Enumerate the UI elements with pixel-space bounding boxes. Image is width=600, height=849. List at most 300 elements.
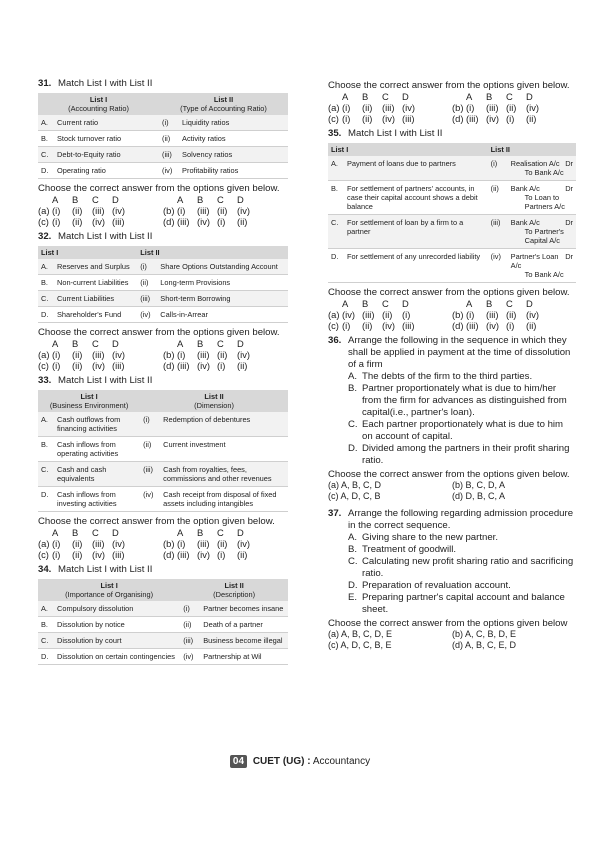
option-value: (i) — [52, 216, 61, 227]
list-2-item: Liquidity ratios — [179, 115, 288, 131]
list-2-item — [508, 215, 576, 249]
column-letter: B — [362, 91, 369, 102]
list-2-item: Cash from royalties, fees, commissions and other revenues — [160, 462, 288, 487]
row-numeral: (iv) — [140, 487, 160, 512]
option-value: (i) — [466, 102, 475, 113]
option-value: (ii) — [237, 549, 248, 560]
row-numeral: (ii) — [180, 617, 200, 633]
option-row[interactable] — [163, 360, 288, 371]
column-letter: A — [342, 91, 349, 102]
option-value: (iii) — [382, 102, 395, 113]
option-value: (i) — [217, 360, 226, 371]
option-label: (b) — [163, 349, 175, 360]
sequence-item — [348, 383, 576, 419]
column-letter: D — [526, 91, 533, 102]
item-text: Preparing partner's capital account and balance sheet. — [362, 592, 565, 615]
column-letter: B — [197, 338, 204, 349]
options-column-header — [38, 194, 163, 205]
list-1-title: List I — [41, 248, 59, 257]
list-2-item — [508, 249, 576, 283]
option-label: (b) — [163, 538, 175, 549]
list-2-item: Current investment — [160, 437, 288, 462]
sequence-item — [348, 580, 576, 592]
option-value: (iv) — [92, 216, 106, 227]
table-row — [328, 249, 576, 283]
list-1-title: List I — [331, 145, 349, 154]
list-2-item: Redemption of debentures — [160, 412, 288, 437]
list-1-item: Dissolution by notice — [54, 617, 180, 633]
instruction-text: Choose the correct answer from the options given below. — [38, 183, 280, 194]
list-1-item: For settlement of any unrecorded liability — [344, 249, 488, 283]
row-numeral: (iii) — [488, 215, 508, 249]
instruction-text: Choose the correct answer from the options given below. — [38, 327, 280, 338]
table-row — [328, 156, 576, 181]
column-letter: B — [362, 298, 369, 309]
debit-account: Bank A/c — [510, 184, 540, 193]
item-text: Partner proportionately what is due to him/her from the firm for advances as distinguished from capital(i.e., partner's loan). — [362, 383, 567, 418]
row-key: A. — [328, 156, 344, 181]
footer-subject: Accountancy — [312, 756, 371, 767]
option-row[interactable] — [328, 309, 452, 320]
option-value: (iv) — [402, 102, 416, 113]
question-number: 33. — [38, 375, 52, 386]
option-value: (iv) — [526, 309, 540, 320]
option-value: (iv) — [486, 113, 500, 124]
table-row — [38, 649, 288, 665]
option-label: (b) — [163, 205, 175, 216]
option-label: (c) — [38, 360, 49, 371]
table-row — [38, 307, 288, 323]
column-letter: A — [177, 527, 184, 538]
item-letter: A. — [348, 371, 358, 382]
list-1-item: Non-current Liabilities — [54, 275, 137, 291]
table-row — [38, 275, 288, 291]
sequence-item — [348, 443, 576, 467]
option-row[interactable] — [163, 216, 288, 227]
option-value: (ii) — [72, 205, 83, 216]
options-column-header — [163, 527, 288, 538]
list-1-item: Shareholder's Fund — [54, 307, 137, 323]
item-text: Calculating new profit sharing ratio and sacrificing ratio. — [362, 556, 574, 579]
option-value: (ii) — [72, 360, 83, 371]
option-row[interactable] — [163, 538, 288, 549]
list-1-subtitle: (Business Environment) — [49, 401, 129, 410]
column-letter: A — [52, 527, 59, 538]
list-1-title: List I — [100, 581, 118, 590]
row-key: C. — [38, 291, 54, 307]
column-letter: B — [72, 527, 79, 538]
option-row[interactable] — [328, 102, 452, 113]
options-column-header — [163, 194, 288, 205]
row-numeral: (iv) — [137, 307, 157, 323]
row-numeral: (i) — [180, 601, 200, 617]
list-1-item: For settlement of partners' accounts, in case their capital account shows a debit balance — [344, 181, 488, 215]
table-header-row — [38, 93, 288, 115]
option-label: (d) — [452, 320, 464, 331]
option-label: (d) — [163, 549, 175, 560]
list-2-item: Share Options Outstanding Account — [157, 259, 288, 275]
question-text: Match List I with List II — [58, 564, 153, 575]
question-header — [328, 335, 576, 371]
option-label: (a) — [328, 102, 340, 113]
option-value: (ii) — [382, 309, 393, 320]
list-1-item: Cash inflows from operating activities — [54, 437, 140, 462]
option-value: (ii) — [526, 113, 537, 124]
row-key: B. — [38, 275, 54, 291]
question-q31 — [38, 78, 288, 227]
list-2-header — [159, 93, 288, 115]
journal-credit-line — [511, 193, 573, 211]
row-numeral: (ii) — [159, 131, 179, 147]
row-key: A. — [38, 601, 54, 617]
column-letter: C — [382, 91, 389, 102]
match-table — [38, 579, 288, 665]
option-choice[interactable]: (d) A, B, C, E, D — [452, 640, 517, 650]
option-label: (d) — [163, 216, 175, 227]
spacer — [163, 527, 177, 538]
list-2-item: Cash receipt from disposal of fixed assets including intangibles — [160, 487, 288, 512]
option-value: (iii) — [92, 349, 105, 360]
table-header-row — [38, 579, 288, 601]
row-numeral: (i) — [140, 412, 160, 437]
list-1-item: Cash and cash equivalents — [54, 462, 140, 487]
match-table — [328, 143, 576, 283]
option-label: (d) — [452, 113, 464, 124]
footer-brand: CUET (UG) : — [252, 756, 311, 767]
option-choice[interactable]: (b) A, C, B, D, E — [452, 629, 517, 639]
debit-account: Realisation A/c — [510, 159, 560, 168]
column-letter: D — [112, 338, 119, 349]
dr-label: Dr — [565, 184, 573, 193]
table-header-row — [38, 390, 288, 412]
item-letter: C. — [348, 419, 358, 430]
option-value: (i) — [506, 113, 515, 124]
option-value: (iii) — [177, 549, 190, 560]
option-value: (ii) — [506, 309, 517, 320]
list-1-item: Compulsory dissolution — [54, 601, 180, 617]
list-2-header — [137, 246, 288, 259]
dr-label: Dr — [565, 218, 573, 227]
list-1-item: Reserves and Surplus — [54, 259, 137, 275]
option-value: (iii) — [466, 320, 479, 331]
row-key: A. — [38, 115, 54, 131]
option-row[interactable] — [452, 113, 576, 124]
option-value: (ii) — [217, 349, 228, 360]
column-letter: B — [486, 91, 493, 102]
column-letter: D — [112, 194, 119, 205]
table-row — [38, 487, 288, 512]
question-number: 35. — [328, 128, 342, 139]
question-number: 34. — [38, 564, 52, 575]
table-row — [38, 163, 288, 179]
row-numeral: (iii) — [140, 462, 160, 487]
option-value: (i) — [52, 538, 61, 549]
options-column-header — [328, 91, 452, 102]
option-value: (i) — [177, 349, 186, 360]
options-grid — [38, 338, 288, 371]
item-text: Divided among the partners in their profit sharing ratio. — [362, 443, 570, 466]
option-value: (iv) — [112, 349, 126, 360]
option-choice[interactable]: (d) D, B, C, A — [452, 491, 506, 501]
list-1-item: Cash inflows from investing activities — [54, 487, 140, 512]
page-footer — [0, 756, 600, 767]
option-value: (iv) — [486, 320, 500, 331]
option-choice[interactable]: (c) A, D, C, B — [328, 491, 381, 501]
option-label: (d) — [163, 360, 175, 371]
question-q33 — [38, 375, 288, 560]
option-label: (b) — [452, 102, 464, 113]
option-value: (iii) — [112, 360, 125, 371]
option-value: (iv) — [92, 549, 106, 560]
left-column — [38, 78, 288, 669]
list-1-header — [38, 390, 140, 412]
option-label: (c) — [328, 320, 339, 331]
spacer — [38, 338, 52, 349]
row-key: B. — [38, 437, 54, 462]
list-1-header — [38, 246, 137, 259]
option-row[interactable] — [452, 309, 576, 320]
option-value: (iii) — [112, 216, 125, 227]
option-value: (iii) — [486, 102, 499, 113]
journal-credit-line — [511, 168, 573, 177]
row-numeral: (ii) — [140, 437, 160, 462]
list-2-subtitle: (Type of Accounting Ratio) — [180, 104, 267, 113]
spacer — [328, 91, 342, 102]
row-numeral: (i) — [159, 115, 179, 131]
option-row[interactable] — [38, 549, 163, 560]
option-row[interactable] — [38, 205, 163, 216]
instruction-text: Choose the correct answer from the option given below. — [38, 516, 275, 527]
option-value: (i) — [217, 216, 226, 227]
question-header — [328, 128, 576, 140]
credit-account: To Partner's Capital A/c — [524, 227, 564, 245]
option-row[interactable] — [38, 216, 163, 227]
option-value: (iii) — [197, 205, 210, 216]
column-letter: A — [342, 298, 349, 309]
option-value: (iii) — [92, 205, 105, 216]
row-key: B. — [38, 131, 54, 147]
journal-debit-line — [511, 184, 573, 193]
option-value: (iii) — [92, 538, 105, 549]
option-value: (iii) — [197, 349, 210, 360]
question-q34 — [38, 564, 288, 665]
option-row[interactable] — [38, 538, 163, 549]
column-letter: C — [506, 298, 513, 309]
option-row[interactable] — [328, 320, 452, 331]
column-letter: C — [217, 194, 224, 205]
debit-account: Partner's Loan A/c — [510, 252, 559, 270]
row-numeral: (i) — [137, 259, 157, 275]
option-value: (ii) — [217, 205, 228, 216]
column-letter: D — [402, 91, 409, 102]
list-1-header — [38, 579, 180, 601]
column-letter: A — [466, 91, 473, 102]
instruction-text: Choose the correct answer from the options given below. — [328, 80, 570, 91]
instruction-text: Choose the correct answer from the options given below. — [328, 469, 570, 480]
option-value: (ii) — [217, 538, 228, 549]
right-column — [328, 78, 576, 657]
column-letter: C — [92, 194, 99, 205]
option-value: (iv) — [382, 113, 396, 124]
column-letter: B — [72, 194, 79, 205]
option-row[interactable] — [328, 113, 452, 124]
column-letter: A — [177, 194, 184, 205]
option-row[interactable] — [163, 549, 288, 560]
list-2-item: Death of a partner — [200, 617, 288, 633]
column-letter: B — [197, 527, 204, 538]
table-header-row — [328, 143, 576, 156]
option-value: (iii) — [177, 360, 190, 371]
question-header — [38, 231, 288, 243]
item-text: Giving share to the new partner. — [362, 532, 498, 543]
option-label: (b) — [452, 309, 464, 320]
option-value: (iii) — [466, 113, 479, 124]
options-column-header — [452, 91, 576, 102]
option-value: (i) — [217, 549, 226, 560]
option-choice[interactable]: (c) A, D, C, B, E — [328, 640, 392, 650]
option-value: (i) — [342, 102, 351, 113]
table-header-row — [38, 246, 288, 259]
option-choice[interactable]: (b) B, C, D, A — [452, 480, 506, 490]
spacer — [38, 194, 52, 205]
list-1-item: Dissolution on certain contingencies — [54, 649, 180, 665]
option-row[interactable] — [38, 349, 163, 360]
row-key: C. — [328, 215, 344, 249]
spacer — [328, 298, 342, 309]
list-1-header — [328, 143, 488, 156]
list-2-item: Business become illegal — [200, 633, 288, 649]
option-value: (i) — [466, 309, 475, 320]
list-1-subtitle: (Importance of Organising) — [65, 590, 154, 599]
row-key: C. — [38, 633, 54, 649]
options-grid — [328, 91, 576, 124]
option-value: (iii) — [402, 320, 415, 331]
option-value: (iii) — [112, 549, 125, 560]
row-key: A. — [38, 412, 54, 437]
option-choice[interactable]: (a) A, B, C, D, E — [328, 629, 393, 639]
sequence-item — [348, 532, 576, 544]
column-letter: C — [217, 338, 224, 349]
option-row[interactable] — [38, 360, 163, 371]
match-table — [38, 390, 288, 512]
question-number: 36. — [328, 335, 342, 346]
list-2-item: Calls-in-Arrear — [157, 307, 288, 323]
options-column-header — [163, 338, 288, 349]
option-choice[interactable]: (a) A, B, C, D — [328, 480, 382, 490]
row-numeral: (iii) — [180, 633, 200, 649]
spacer — [163, 338, 177, 349]
option-value: (iv) — [112, 205, 126, 216]
column-letter: D — [237, 527, 244, 538]
option-row[interactable] — [163, 349, 288, 360]
option-value: (iii) — [402, 113, 415, 124]
row-numeral: (iv) — [488, 249, 508, 283]
row-numeral: (iii) — [137, 291, 157, 307]
option-label: (c) — [38, 216, 49, 227]
row-numeral: (ii) — [488, 181, 508, 215]
credit-account: To Bank A/c — [524, 168, 564, 177]
option-value: (ii) — [237, 216, 248, 227]
column-letter: C — [92, 338, 99, 349]
list-2-item — [508, 156, 576, 181]
option-row[interactable] — [452, 102, 576, 113]
spacer — [452, 91, 466, 102]
option-row[interactable] — [452, 320, 576, 331]
list-1-header — [38, 93, 159, 115]
item-letter: D. — [348, 443, 358, 454]
options-column-header — [452, 298, 576, 309]
column-letter: A — [52, 338, 59, 349]
row-numeral: (iv) — [180, 649, 200, 665]
table-row — [38, 131, 288, 147]
option-value: (ii) — [362, 113, 373, 124]
table-row — [38, 291, 288, 307]
option-value: (ii) — [237, 360, 248, 371]
credit-account: To Loan to Partners A/c — [524, 193, 565, 211]
option-value: (ii) — [362, 102, 373, 113]
row-key: B. — [328, 181, 344, 215]
option-value: (ii) — [526, 320, 537, 331]
item-letter: B. — [348, 383, 358, 394]
question-q36 — [328, 335, 576, 502]
question-q35 — [328, 128, 576, 331]
option-value: (i) — [342, 320, 351, 331]
option-value: (iii) — [197, 538, 210, 549]
option-label: (a) — [328, 309, 340, 320]
option-value: (i) — [402, 309, 411, 320]
option-value: (iv) — [342, 309, 356, 320]
question-text: Match List I with List II — [58, 231, 153, 242]
options-grid — [328, 480, 576, 502]
journal-credit-line — [511, 270, 573, 279]
item-letter: A. — [348, 532, 358, 543]
option-row[interactable] — [163, 205, 288, 216]
list-2-item: Long-term Provisions — [157, 275, 288, 291]
journal-debit-line — [511, 159, 573, 168]
list-1-item: For settlement of loan by a firm to a partner — [344, 215, 488, 249]
list-2-header — [140, 390, 288, 412]
sequence-item — [348, 556, 576, 580]
list-1-item: Dissolution by court — [54, 633, 180, 649]
table-row — [38, 633, 288, 649]
list-1-title: List I — [89, 95, 108, 104]
debit-account: Bank A/c — [510, 218, 540, 227]
list-2-title: List II — [140, 248, 160, 257]
row-numeral: (iii) — [159, 147, 179, 163]
item-letter: B. — [348, 544, 358, 555]
table-row — [38, 147, 288, 163]
option-value: (ii) — [72, 216, 83, 227]
column-letter: C — [382, 298, 389, 309]
row-key: C. — [38, 462, 54, 487]
item-text: Each partner proportionately what is due to him on account of capital. — [362, 419, 564, 442]
journal-debit-line — [511, 252, 573, 270]
question-q34-continued — [328, 80, 576, 124]
options-grid — [328, 629, 576, 651]
dr-label: Dr — [565, 159, 573, 168]
row-numeral: (iv) — [159, 163, 179, 179]
option-value: (iv) — [382, 320, 396, 331]
table-row — [38, 412, 288, 437]
question-q37 — [328, 508, 576, 651]
option-label: (a) — [38, 538, 50, 549]
sequence-item — [348, 592, 576, 616]
row-numeral: (i) — [488, 156, 508, 181]
option-value: (iii) — [177, 216, 190, 227]
column-letter: D — [526, 298, 533, 309]
option-label: (c) — [328, 113, 339, 124]
list-2-item: Profitability ratios — [179, 163, 288, 179]
